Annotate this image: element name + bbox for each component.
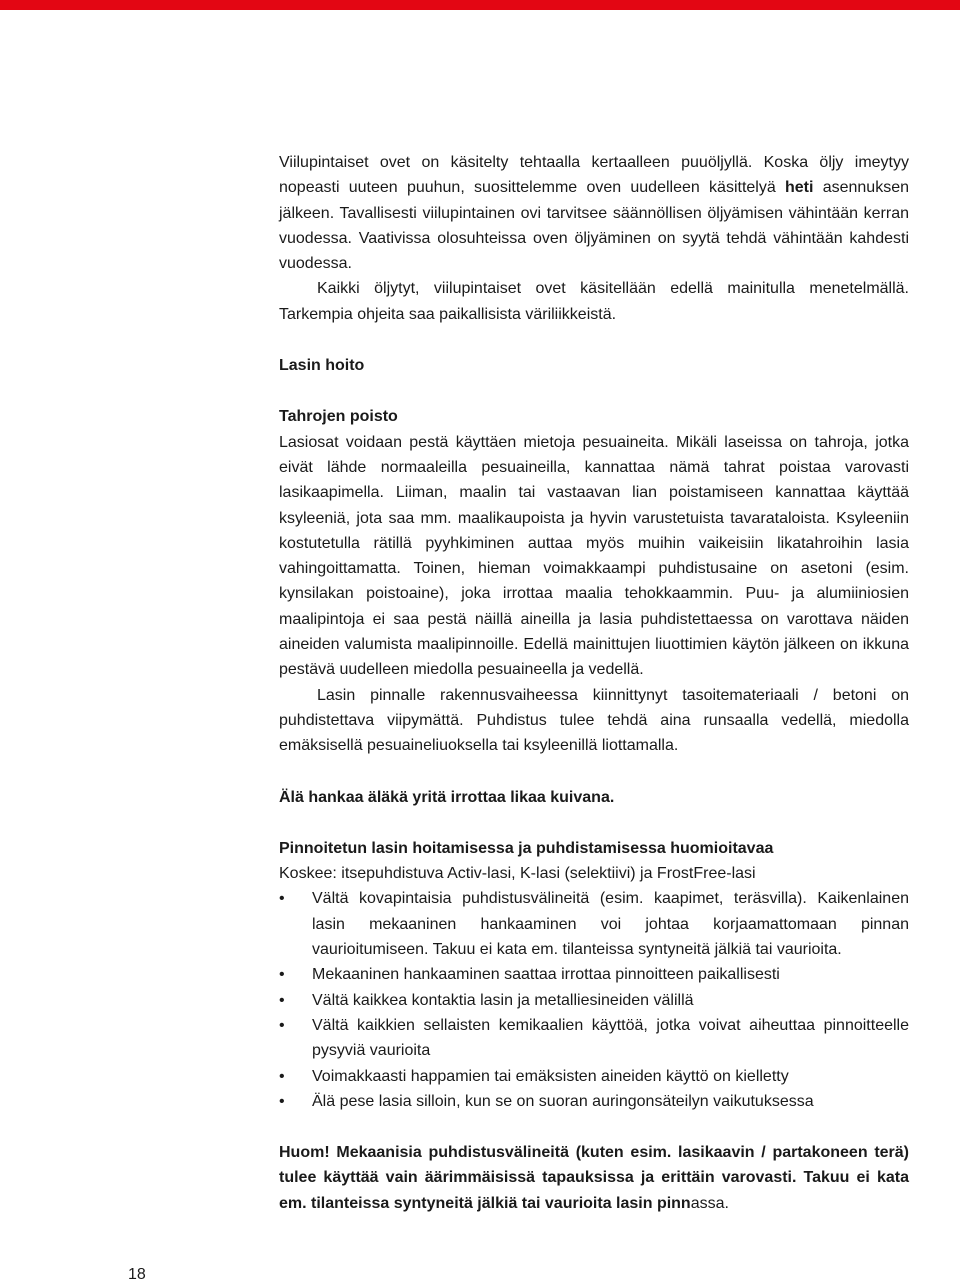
list-item — [279, 1013, 909, 1064]
list-item-text: Vältä kaikkien sellaisten kemikaalien käyttöä, jotka voivat aiheuttaa pinnoitteelle pysyviä vaurioita — [312, 1016, 909, 1060]
list-item — [279, 988, 909, 1013]
coated-glass-bullet-list — [279, 886, 909, 1114]
list-item-text: Vältä kovapintaisia puhdistusvälineitä (esim. kaapimet, teräsvilla). Kaikenlainen lasin mekaaninen hankaaminen voi johtaa korjaamattomaan pinnan vaurioitumiseen. Takuu ei kata em. tilanteissa syntyneitä jälkiä tai vaurioita. — [312, 890, 909, 959]
mechanical-tools-note — [279, 1140, 909, 1216]
bullet-icon: • — [279, 1067, 285, 1085]
subheading-coated-glass: Pinnoitetun lasin hoitamisessa ja puhdistamisessa huomioitavaa — [279, 839, 774, 857]
intro-paragraph-1 — [279, 150, 909, 276]
list-item-text: Voimakkaasti happamien tai emäksisten aineiden käyttö on kielletty — [312, 1067, 789, 1085]
list-item-text: Älä pese lasia silloin, kun se on suoran auringonsäteilyn vaikutuksessa — [312, 1092, 814, 1110]
note-tail-text: assa. — [690, 1194, 729, 1212]
bullet-icon: • — [279, 1016, 285, 1034]
bullet-icon: • — [279, 890, 285, 908]
warning-dry-scrubbing: Älä hankaa äläkä yritä irrottaa likaa kuivana. — [279, 788, 615, 806]
concrete-removal-paragraph: Lasin pinnalle rakennusvaiheessa kiinnittynyt tasoitemateriaali / betoni on puhdistettava viipymättä. Puhdistus tulee tehdä aina runsaalla vedellä, miedolla emäksisellä pesuaineliuoksella tai ksyleenillä liottamalla. — [279, 686, 909, 755]
section-title-glass-care: Lasin hoito — [279, 357, 365, 375]
subheading-stain-removal: Tahrojen poisto — [279, 408, 398, 426]
list-item — [279, 1064, 909, 1089]
intro-text-start: Viilupintaiset ovet on käsitelty tehtaalla kertaalleen puuöljyllä. Koska öljy imeytyy nopeasti uuteen puuhun, suosittelemme oven uudelleen käsittelyä — [279, 154, 909, 197]
list-item-text: Mekaaninen hankaaminen saattaa irrottaa pinnoitteen paikallisesti — [312, 966, 780, 984]
top-accent-bar — [0, 0, 960, 10]
bullet-icon: • — [279, 991, 285, 1009]
page-number: 18 — [128, 1266, 146, 1283]
intro-emphasis: heti — [785, 179, 814, 197]
bullet-icon: • — [279, 966, 285, 984]
page-content — [279, 150, 909, 1216]
list-item — [279, 962, 909, 987]
stain-removal-paragraph: Lasiosat voidaan pestä käyttäen mietoja pesuaineita. Mikäli laseissa on tahroja, jotka eivät lähde normaaleilla pesuaineilla, kannattaa nämä tahrat poistaa varovasti lasikaapimella. Liiman, maalin tai vastaavan lian poistamiseen kannattaa käyttää ksyleeniä, jota saa mm. maalikaupoista ja hyvin varustetuista tavarataloista. Ksyleeniin kostutetulla rätillä pyyhkiminen auttaa myös muihin vaikeisiin likatahroihin lasia vahingoittamatta. Toinen, hieman voimakkaampi puhdistusaine on asetoni (esim. kynsilakan poistoaine), joka irrottaa maalia tehokkaammin. Puu- ja alumiiniosien maalipintoja ei saa pestä näillä aineilla ja lasia puhdistettaessa on varottava näiden aineiden valumista maalipinnoille. Edellä mainittujen liuottimien käytön jälkeen on ikkuna pestävä uudelleen miedolla pesuaineella ja vedellä. — [279, 433, 909, 679]
list-item-text: Vältä kaikkea kontaktia lasin ja metalliesineiden välillä — [312, 991, 694, 1009]
list-item — [279, 886, 909, 962]
intro-paragraph-2: Kaikki öljytyt, viilupintaiset ovet käsitellään edellä mainitulla menetelmällä. Tarkempia ohjeita saa paikallisista väriliikkeistä. — [279, 280, 909, 323]
coated-glass-applies-to: Koskee: itsepuhdistuva Activ-lasi, K-lasi (selektiivi) ja FrostFree-lasi — [279, 865, 756, 883]
note-bold-text: Huom! Mekaanisia puhdistusvälineitä (kuten esim. lasikaavin / partakoneen terä) tulee käyttää vain äärimmäisissä tapauksissa ja erittäin varovasti. Takuu ei kata em. tilanteissa syntyneitä jälkiä tai vaurioita lasin pinn — [279, 1144, 909, 1212]
bullet-icon: • — [279, 1092, 285, 1110]
intro-text-end: asennuksen jälkeen. Tavallisesti viilupintainen ovi tarvitsee säännöllisen öljyämisen vähintään kerran vuodessa. Vaativissa olosuhteissa oven öljyäminen on syytä tehdä vähintään kahdesti vuodessa. — [279, 179, 909, 273]
list-item — [279, 1089, 909, 1114]
